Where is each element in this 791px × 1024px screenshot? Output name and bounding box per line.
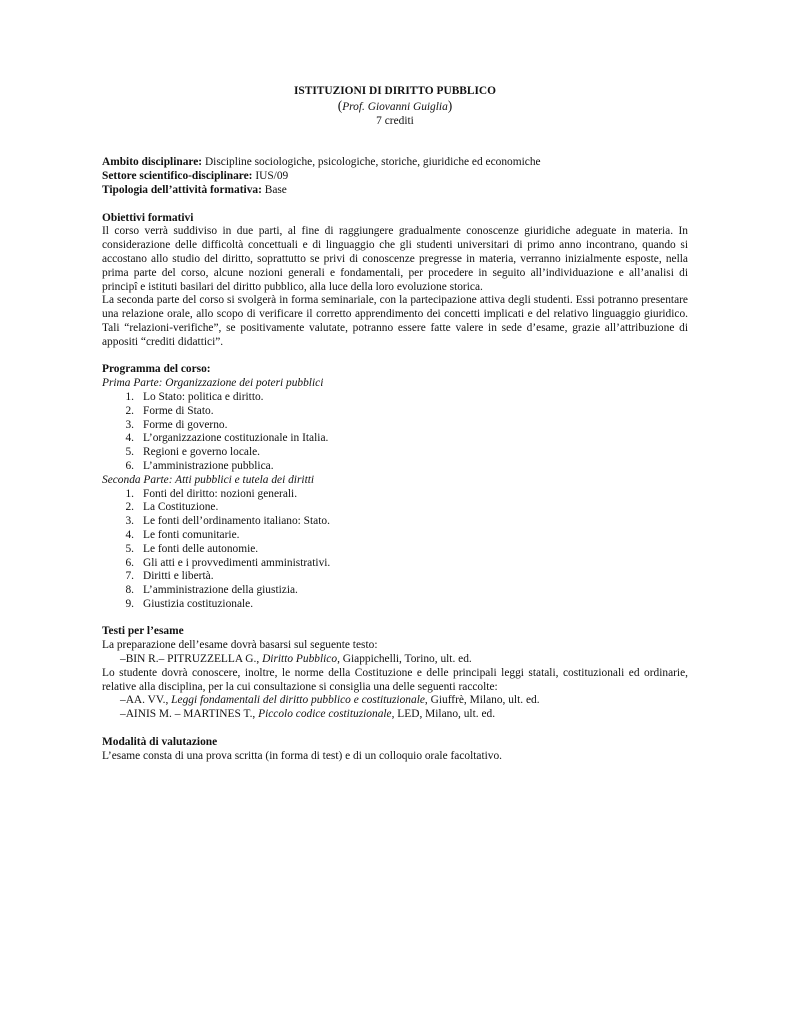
part2-list <box>102 488 688 612</box>
list-item: 3. Le fonti dell’ordinamento italiano: Stato. <box>125 515 330 528</box>
ambito-label: Ambito disciplinare: <box>102 156 203 169</box>
list-item: 7. Diritti e libertà. <box>125 570 214 583</box>
list-item: 5. Le fonti delle autonomie. <box>125 542 259 555</box>
list-item: 6. Gli atti e i provvedimenti amministrativi. <box>125 556 331 569</box>
reference-3: –AINIS M. – MARTINES T., Piccolo codice costituzionale, LED, Milano, ult. ed. <box>120 708 496 721</box>
valutazione-text: L’esame consta di una prova scritta (in forma di test) e di un colloquio orale facoltativo. <box>102 749 503 762</box>
list-item: 2. Forme di Stato. <box>125 404 214 417</box>
list-item: 4. L’organizzazione costituzionale in Italia. <box>125 432 329 445</box>
reference-1: –BIN R.– PITRUZZELLA G., Diritto Pubblico, Giappichelli, Torino, ult. ed. <box>120 653 472 666</box>
list-item: 5. Regioni e governo locale. <box>125 446 261 459</box>
part1-title: Prima Parte: Organizzazione dei poteri pubblici <box>102 377 324 390</box>
list-item: 3. Forme di governo. <box>125 418 228 431</box>
paren-close: ) <box>447 97 453 113</box>
tipologia-value: Base <box>261 183 287 196</box>
obiettivi-paragraph-1: Il corso verrà suddiviso in due parti, al fine di raggiungere gradualmente conoscenze giuridiche adeguate in materia. In considerazione delle difficoltà concettuali e di linguaggio che gli studenti universitari di primo anno incontrano, quando si accostano allo studio del diritto, soprattutto se privi di conoscenze pregresse in materia, verranno inizialmente esposte, nella prima parte del corso, alcune nozioni generali e fondamentali, per procedere in seguito all’individuazione e all’analisi di principî e istituti basilari del diritto pubblico, alla luce della loro evoluzione storica. <box>102 225 688 293</box>
obiettivi-paragraph-2: La seconda parte del corso si svolgerà in forma seminariale, con la partecipazione attiva degli studenti. Essi potranno presentare una relazione orale, allo scopo di verificare il corretto apprendimento dei concetti implicati e del relativo linguaggio giuridico. Tali “relazioni-verifiche”, se positivamente valutate, potranno essere fatte valere in sede d’esame, grazie all’attribuzione di appositi “crediti didattici”. <box>102 294 688 348</box>
obiettivi-heading: Obiettivi formativi <box>102 211 194 224</box>
valutazione-heading: Modalità di valutazione <box>102 735 218 748</box>
part2-title: Seconda Parte: Atti pubblici e tutela dei diritti <box>102 473 315 486</box>
reference-2-title: Leggi fondamentali del diritto pubblico e costituzionale <box>171 694 425 707</box>
reference-2: –AA. VV., Leggi fondamentali del diritto pubblico e costituzionale, Giuffrè, Milano, ult. ed. <box>120 694 540 707</box>
ambito-line <box>102 156 688 170</box>
settore-label: Settore scientifico-disciplinare: <box>102 170 253 183</box>
list-item: 2. La Costituzione. <box>125 501 219 514</box>
reference-3-title: Piccolo codice costituzionale <box>258 708 392 721</box>
ambito-value: Discipline sociologiche, psicologiche, storiche, giuridiche ed economiche <box>202 156 541 169</box>
testi-note: Lo studente dovrà conoscere, inoltre, le norme della Costituzione e delle principali leggi statali, costituzionali ed ordinarie, relative alla disciplina, per la cui consultazione si consiglia una delle seguenti raccolte: <box>102 666 688 693</box>
list-item: 6. L’amministrazione pubblica. <box>125 459 274 472</box>
tipologia-label: Tipologia dell’attività formativa: <box>102 183 262 196</box>
testi-intro: La preparazione dell’esame dovrà basarsi sul seguente testo: <box>102 639 378 652</box>
paren-open: ( <box>337 97 343 113</box>
testi-heading: Testi per l’esame <box>102 625 184 638</box>
list-item: 1. Fonti del diritto: nozioni generali. <box>125 487 298 500</box>
professor-name: Prof. Giovanni Guiglia <box>342 100 448 113</box>
programma-heading: Programma del corso: <box>102 363 211 376</box>
course-title: ISTITUZIONI DI DIRITTO PUBBLICO <box>293 85 497 97</box>
tipologia-line <box>102 184 688 198</box>
settore-value: IUS/09 <box>252 170 289 183</box>
reference-1-title: Diritto Pubblico <box>262 653 338 666</box>
credits: 7 crediti <box>376 114 414 127</box>
list-item: 4. Le fonti comunitarie. <box>125 528 240 541</box>
part1-list <box>102 391 688 474</box>
list-item: 9. Giustizia costituzionale. <box>125 597 254 610</box>
professor-line <box>102 99 688 115</box>
list-item: 8. L’amministrazione della giustizia. <box>125 584 298 597</box>
document-body <box>102 85 688 763</box>
list-item: 1. Lo Stato: politica e diritto. <box>125 390 264 403</box>
settore-line <box>102 170 688 184</box>
